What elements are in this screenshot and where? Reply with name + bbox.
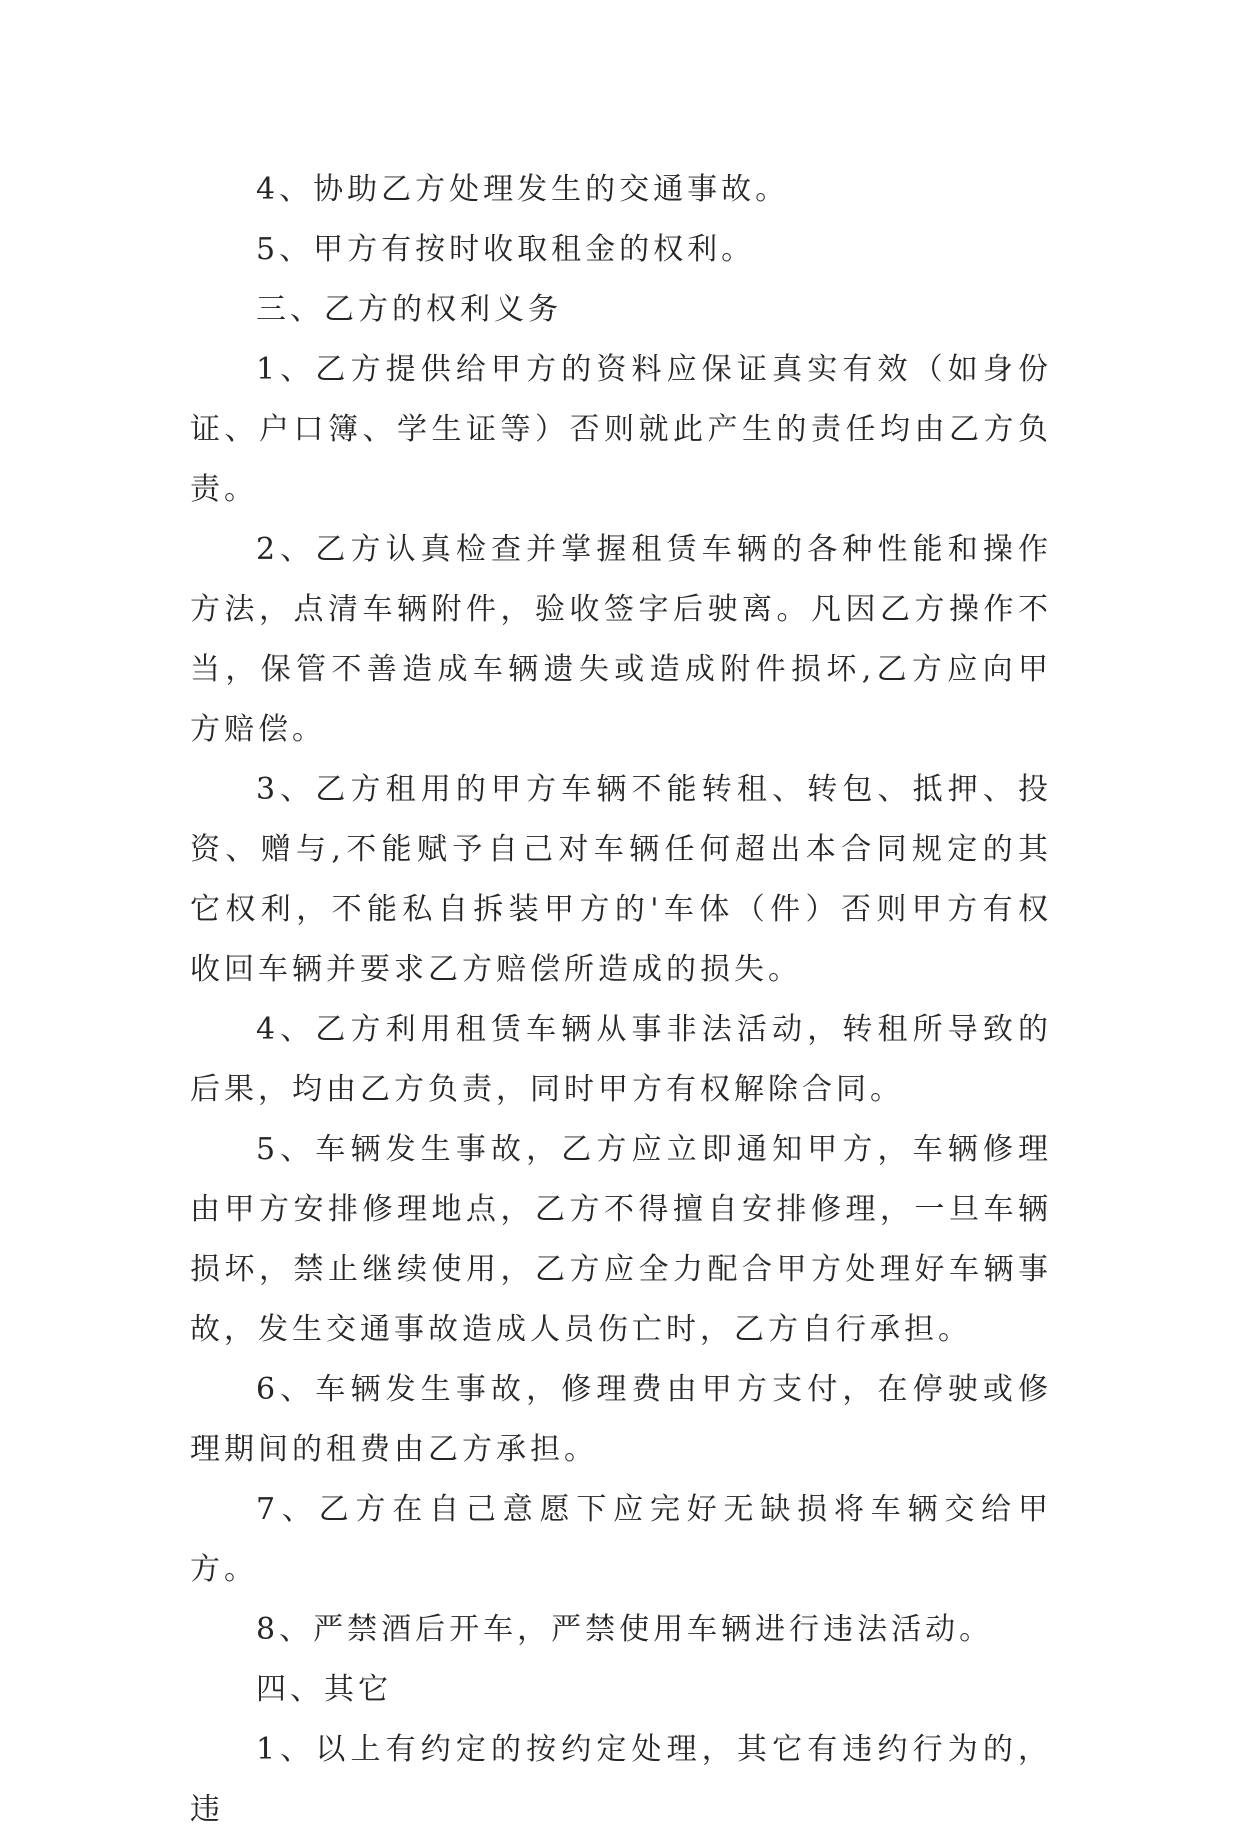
section-heading: 三、乙方的权利义务 xyxy=(256,292,562,327)
paragraph: 1、以上有约定的按约定处理，其它有违约行为的，违 xyxy=(190,1732,1052,1827)
paragraph: 5、车辆发生事故，乙方应立即通知甲方，车辆修理由甲方安排修理地点，乙方不得擅自安排修理，一旦车辆损坏，禁止继续使用，乙方应全力配合甲方处理好车辆事故，发生交通事故造成人员伤亡时，乙方自行承担。 xyxy=(190,1132,1052,1347)
paragraph: 5、甲方有按时收取租金的权利。 xyxy=(256,232,756,267)
paragraph: 3、乙方租用的甲方车辆不能转租、转包、抵押、投资、赠与,不能赋予自己对车辆任何超出本合同规定的其它权利，不能私自拆装甲方的'车体（件）否则甲方有权收回车辆并要求乙方赔偿所造成的损失。 xyxy=(190,772,1052,987)
document-body xyxy=(190,160,1052,1840)
paragraph: 7、乙方在自己意愿下应完好无缺损将车辆交给甲方。 xyxy=(190,1492,1052,1587)
paragraph: 6、车辆发生事故，修理费由甲方支付，在停驶或修理期间的租费由乙方承担。 xyxy=(190,1372,1052,1467)
paragraph: 4、协助乙方处理发生的交通事故。 xyxy=(256,172,790,207)
paragraph: 1、乙方提供给甲方的资料应保证真实有效（如身份证、户口簿、学生证等）否则就此产生的责任均由乙方负责。 xyxy=(190,352,1052,507)
paragraph: 8、严禁酒后开车，严禁使用车辆进行违法活动。 xyxy=(256,1612,994,1647)
paragraph: 4、乙方利用租赁车辆从事非法活动，转租所导致的后果，均由乙方负责，同时甲方有权解除合同。 xyxy=(190,1012,1052,1107)
paragraph: 2、乙方认真检查并掌握租赁车辆的各种性能和操作方法，点清车辆附件，验收签字后驶离。凡因乙方操作不当，保管不善造成车辆遗失或造成附件损坏,乙方应向甲方赔偿。 xyxy=(190,532,1052,747)
section-heading: 四、其它 xyxy=(256,1672,392,1707)
